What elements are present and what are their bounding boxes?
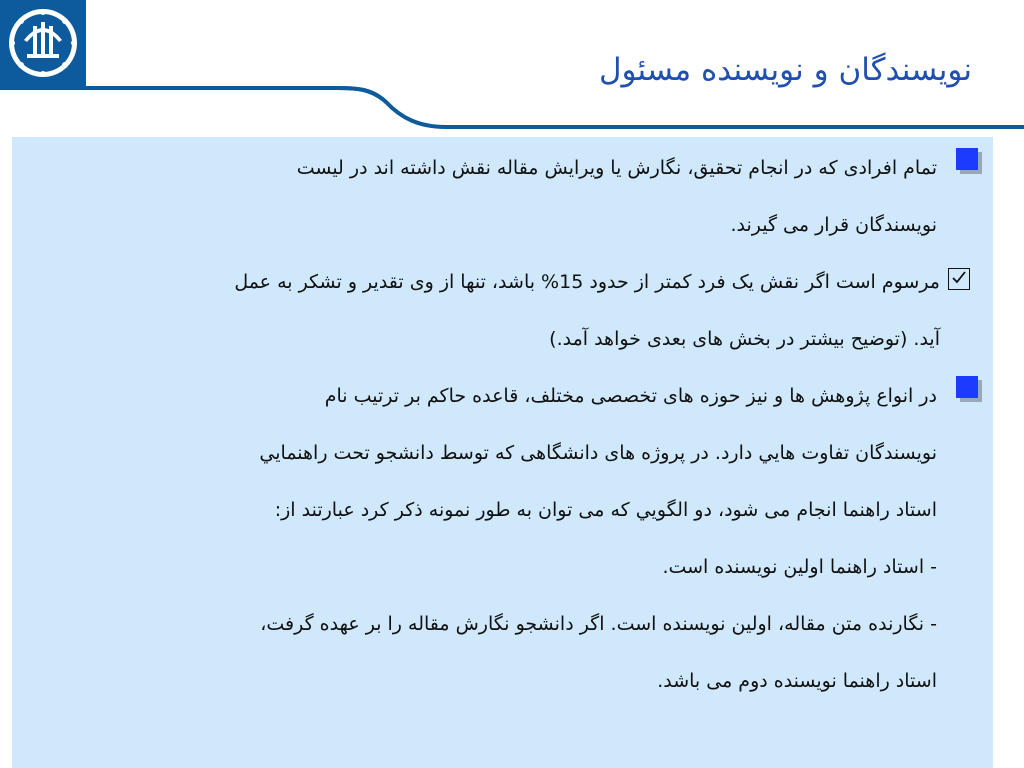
bullet-item-1 <box>24 140 990 254</box>
blue-square-bullet-icon <box>956 376 978 398</box>
content-text <box>24 140 990 710</box>
bullet-3-line-6: استاد راهنما نویسنده دوم می باشد. <box>657 670 937 692</box>
blue-square-bullet-icon <box>956 148 978 170</box>
bullet-3-line-1: در انواع پژوهش ها و نیز حوزه های تخصصی مختلف، قاعده حاکم بر ترتیب نام <box>324 385 937 407</box>
slide-title: نویسندگان و نویسنده مسئول <box>599 52 972 88</box>
bullet-item-2 <box>24 254 990 368</box>
bullet-item-3 <box>24 368 990 710</box>
bullet-3-line-2: نویسندگان تفاوت هايي دارد. در پروژه های دانشگاهی که توسط دانشجو تحت راهنمايي <box>259 442 937 464</box>
bullet-2-line-2: آید. (توضیح بیشتر در بخش های بعدی خواهد آمد.) <box>549 328 940 350</box>
bullet-2-line-1: مرسوم است اگر نقش یک فرد کمتر از حدود 15% باشد، تنها از وی تقدیر و تشکر به عمل <box>234 271 940 293</box>
bullet-3-line-5: - نگارنده متن مقاله، اولین نویسنده است. اگر دانشجو نگارش مقاله را بر عهده گرفت، <box>260 613 937 635</box>
bullet-1-line-2: نویسندگان قرار می گیرند. <box>730 214 937 236</box>
bullet-3-line-3: استاد راهنما انجام می شود، دو الگويي که می توان به طور نمونه ذکر کرد عبارتند از: <box>274 499 937 521</box>
checkbox-icon <box>948 268 970 290</box>
bullet-3-line-4: - استاد راهنما اولین نویسنده است. <box>662 556 937 578</box>
bullet-1-line-1: تمام افرادی که در انجام تحقیق، نگارش یا ویرایش مقاله نقش داشته اند در لیست <box>296 157 937 179</box>
